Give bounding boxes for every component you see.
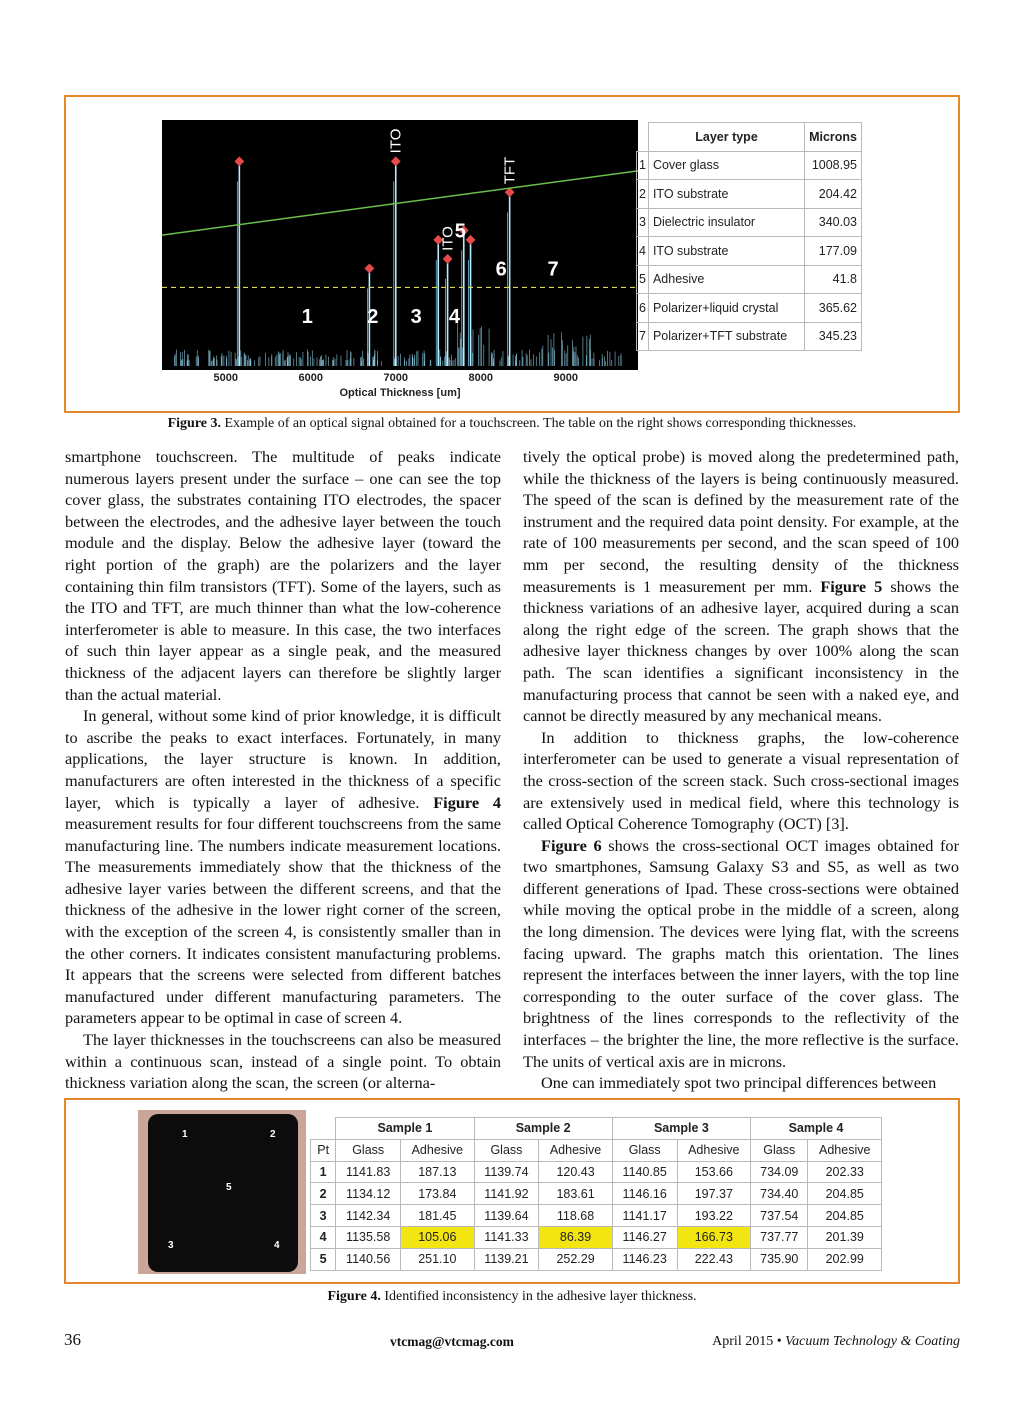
pt-cell: 4 [311, 1226, 336, 1248]
paragraph-text: measurement results for four different touchscreens from the same manufacturing line. The numbers indicate measurement locations. The measurements immediately show that the thickness of the adhesive layer varies between the different screens, and that the thickness of the adhesive in the lower right corner of the screen, with the exception of the screen 4, is consistently smaller than in the other corners. It indicates consistent manufacturing problems. It appears that the screens were selected from different batches manufactured under different manufacturing parameters. The parameters appear to be optimal in case of screen 4. [65, 814, 501, 1028]
glass-value-cell: 1142.34 [336, 1205, 401, 1227]
paragraph: In addition to thickness graphs, the low-coherence interferometer can be used to generate a visual representation of the cross-section of the screen stack. Such cross-sectional images are extensively used in medical field, where this technology is called Optical Coherence Tomography (OCT) [3]. [523, 727, 959, 834]
glass-value-cell: 1141.92 [474, 1183, 539, 1205]
header-layer-type: Layer type [648, 123, 804, 152]
layer-number-label: 7 [547, 258, 559, 281]
table-row [637, 208, 862, 237]
row-number: 2 [637, 180, 649, 209]
column-header-row [311, 1139, 882, 1161]
layer-type-cell: Dielectric insulator [648, 208, 804, 237]
caption-label: Figure 4. [327, 1289, 381, 1304]
adhesive-value-cell: 222.43 [677, 1248, 750, 1270]
glass-value-cell: 1139.21 [474, 1248, 539, 1270]
layer-number-label: 2 [367, 306, 379, 329]
sample-header-row [311, 1118, 882, 1140]
table-row [311, 1205, 882, 1227]
row-number: 4 [637, 237, 649, 266]
paragraph [523, 446, 959, 727]
figure-4-caption [64, 1289, 960, 1305]
adhesive-thickness-table [310, 1117, 882, 1271]
figure-3-caption [64, 416, 960, 432]
x-tick-label: 9000 [553, 372, 578, 384]
glass-value-cell: 735.90 [751, 1248, 808, 1270]
glass-value-cell: 1140.56 [336, 1248, 401, 1270]
touchscreen-photo [138, 1110, 306, 1274]
glass-value-cell: 1141.33 [474, 1226, 539, 1248]
layer-type-cell: Polarizer+TFT substrate [648, 322, 804, 351]
adhesive-value-cell: 153.66 [677, 1161, 750, 1183]
adhesive-value-cell: 120.43 [539, 1161, 612, 1183]
adhesive-header: Adhesive [677, 1139, 750, 1161]
header-blank-cell [311, 1118, 336, 1140]
footer-email: vtcmag@vtcmag.com [390, 1334, 514, 1349]
row-number: 7 [637, 322, 649, 351]
layer-number-label: 4 [448, 306, 460, 329]
page-number: 36 [64, 1330, 81, 1349]
glass-value-cell: 1134.12 [336, 1183, 401, 1205]
figure-reference: Figure 6 [541, 835, 602, 855]
microns-cell: 41.8 [805, 265, 862, 294]
adhesive-value-cell: 187.13 [401, 1161, 474, 1183]
adhesive-header: Adhesive [808, 1139, 882, 1161]
microns-cell: 345.23 [805, 322, 862, 351]
glass-value-cell: 734.40 [751, 1183, 808, 1205]
glass-header: Glass [336, 1139, 401, 1161]
x-tick-label: 5000 [213, 372, 238, 384]
glass-value-cell: 1140.85 [612, 1161, 677, 1183]
microns-cell: 204.42 [805, 180, 862, 209]
glass-header: Glass [751, 1139, 808, 1161]
adhesive-value-cell: 204.85 [808, 1183, 882, 1205]
table-row [637, 265, 862, 294]
pt-cell: 5 [311, 1248, 336, 1270]
sample-header: Sample 3 [612, 1118, 750, 1140]
adhesive-header: Adhesive [401, 1139, 474, 1161]
footer-publication-info [712, 1334, 960, 1350]
glass-value-cell: 1139.74 [474, 1161, 539, 1183]
glass-value-cell: 1146.23 [612, 1248, 677, 1270]
glass-value-cell: 1141.17 [612, 1205, 677, 1227]
adhesive-header: Adhesive [539, 1139, 612, 1161]
layer-type-cell: Cover glass [648, 151, 804, 180]
layer-type-cell: ITO substrate [648, 237, 804, 266]
point-3-label: 3 [168, 1240, 174, 1251]
table-row [637, 294, 862, 323]
glass-value-cell: 737.77 [751, 1226, 808, 1248]
paragraph: smartphone touchscreen. The multitude of peaks indicate numerous layers present under the surface – one can see the top cover glass, the substrates containing ITO electrodes, the spacer between the electrodes, and the adhesive layer between the touch module and the display. Below the adhesive layer (toward the right portion of the graph) are the polarizers and the layer containing thin film transistors (TFT). Some of the layers, such as the ITO and TFT, are much thinner than what the low-coherence interferometer is able to measure. In this case, the two interfaces of such thin layer appear as a single peak, and the measured thickness of the adjacent layers can therefore be slightly larger than the actual material. [65, 447, 501, 704]
row-number: 5 [637, 265, 649, 294]
layer-number-label: 5 [454, 220, 466, 243]
pt-cell: 1 [311, 1161, 336, 1183]
adhesive-value-cell: 204.85 [808, 1205, 882, 1227]
adhesive-value-cell: 118.68 [539, 1205, 612, 1227]
glass-value-cell: 1146.27 [612, 1226, 677, 1248]
sample-header: Sample 2 [474, 1118, 612, 1140]
glass-value-cell: 1135.58 [336, 1226, 401, 1248]
adhesive-value-cell: 181.45 [401, 1205, 474, 1227]
point-1-label: 1 [182, 1129, 188, 1140]
glass-value-cell: 1141.83 [336, 1161, 401, 1183]
adhesive-value-cell: 173.84 [401, 1183, 474, 1205]
adhesive-value-cell: 183.61 [539, 1183, 612, 1205]
caption-text: Example of an optical signal obtained for a touchscreen. The table on the right shows corresponding thicknesses. [221, 416, 857, 431]
paragraph-text: tively the optical probe) is moved along the predetermined path, while the thickness of the layers is being continuously measured. The speed of the scan is defined by the measurement rate of the instrument and the required data point density. For example, at the rate of 100 measurements per second, and the scan speed of 100 mm per second, the resulting density of the thickness measurements is 1 measurement per mm. [523, 447, 959, 596]
figure-reference: Figure 4 [433, 792, 501, 812]
paragraph: The layer thicknesses in the touchscreens can also be measured within a continuous scan, instead of a single point. To obtain thickness variation along the scan, the screen (or alterna- [65, 1030, 501, 1093]
microns-cell: 177.09 [805, 237, 862, 266]
layer-type-cell: Adhesive [648, 265, 804, 294]
table-row [311, 1161, 882, 1183]
adhesive-value-cell: 197.37 [677, 1183, 750, 1205]
header-microns: Microns [805, 123, 862, 152]
table-row [637, 237, 862, 266]
microns-cell: 1008.95 [805, 151, 862, 180]
glass-header: Glass [474, 1139, 539, 1161]
table-row [637, 180, 862, 209]
table-row [311, 1248, 882, 1270]
sample-header: Sample 4 [751, 1118, 882, 1140]
adhesive-value-cell: 201.39 [808, 1226, 882, 1248]
adhesive-value-cell: 86.39 [539, 1226, 612, 1248]
caption-text: Identified inconsistency in the adhesive layer thickness. [380, 1289, 697, 1304]
glass-value-cell: 737.54 [751, 1205, 808, 1227]
peak-tag-label: ITO [387, 128, 405, 154]
chart-plot-area [162, 120, 638, 370]
glass-value-cell: 734.09 [751, 1161, 808, 1183]
glass-value-cell: 1139.64 [474, 1205, 539, 1227]
footer-bullet: • [776, 1334, 782, 1349]
table-row [637, 151, 862, 180]
x-tick-label: 6000 [298, 372, 323, 384]
microns-cell: 340.03 [805, 208, 862, 237]
x-tick-label: 7000 [383, 372, 408, 384]
adhesive-value-cell: 202.33 [808, 1161, 882, 1183]
footer-date: April 2015 [712, 1334, 774, 1349]
table-row [637, 322, 862, 351]
paragraph-text: In general, without some kind of prior knowledge, it is difficult to ascribe the peaks to exact interfaces. Fortunately, in many applications, the layer structure is known. In addition, manufacturers are often interested in the thickness of a specific layer, which is typically a layer of adhesive. [65, 706, 501, 812]
header-blank-cell [637, 123, 649, 152]
adhesive-value-cell: 251.10 [401, 1248, 474, 1270]
sample-header: Sample 1 [336, 1118, 474, 1140]
row-number: 6 [637, 294, 649, 323]
peak-tag-label: TFT [501, 156, 519, 185]
point-2-label: 2 [270, 1129, 276, 1140]
right-column [523, 446, 959, 1094]
glass-header: Glass [612, 1139, 677, 1161]
table-row [311, 1183, 882, 1205]
layer-number-label: 1 [301, 306, 313, 329]
layer-number-label: 3 [410, 306, 422, 329]
glass-value-cell: 1146.16 [612, 1183, 677, 1205]
pt-cell: 3 [311, 1205, 336, 1227]
adhesive-value-cell: 166.73 [677, 1226, 750, 1248]
optical-signal-chart [162, 120, 638, 402]
peak-tag-label: ITO [439, 226, 457, 251]
paragraph: One can immediately spot two principal differences between [541, 1073, 937, 1093]
layer-type-cell: ITO substrate [648, 180, 804, 209]
layer-number-label: 6 [495, 258, 507, 281]
paragraph [523, 835, 959, 1073]
chart-x-axis-label: Optical Thickness [um] [339, 387, 461, 399]
paragraph-text: shows the cross-sectional OCT images obtained for two smartphones, Samsung Galaxy S3 and S5, as well as two different generations of Ipad. These cross-sections were obtained while moving the optical probe in the middle of a screen, along the long dimension. The devices were lying flat, with the screens facing upward. The graphs match this orientation. The lines represent the interfaces between the inner layers, with the top line corresponding to the outer surface of the cover glass. The brightness of the lines corresponds to the reflectivity of the interfaces – the brighter the line, the more reflective is the surface. The units of vertical axis are in microns. [523, 835, 959, 1071]
point-5-label: 5 [226, 1182, 232, 1193]
microns-cell: 365.62 [805, 294, 862, 323]
pt-header: Pt [311, 1139, 336, 1161]
row-number: 1 [637, 151, 649, 180]
left-column [65, 446, 501, 1094]
point-4-label: 4 [274, 1240, 280, 1251]
footer-publication: Vacuum Technology & Coating [785, 1334, 960, 1349]
caption-label: Figure 3. [167, 416, 221, 431]
table-header-row [637, 123, 862, 152]
adhesive-value-cell: 202.99 [808, 1248, 882, 1270]
layer-thickness-table [636, 122, 862, 351]
row-number: 3 [637, 208, 649, 237]
paragraph-text: shows the thickness variations of an adhesive layer, acquired during a scan along the right edge of the screen. The graph shows that the adhesive layer thickness changes by over 100% along the scan path. The scan identifies a significant inconsistency in the manufacturing process that cannot be seen with a naked eye, and cannot be directly measured by any mechanical means. [523, 576, 959, 726]
adhesive-value-cell: 105.06 [401, 1226, 474, 1248]
adhesive-value-cell: 193.22 [677, 1205, 750, 1227]
table-row [311, 1226, 882, 1248]
pt-cell: 2 [311, 1183, 336, 1205]
figure-reference: Figure 5 [820, 576, 883, 596]
adhesive-value-cell: 252.29 [539, 1248, 612, 1270]
paragraph [65, 705, 501, 1029]
x-tick-label: 8000 [468, 372, 493, 384]
layer-type-cell: Polarizer+liquid crystal [648, 294, 804, 323]
